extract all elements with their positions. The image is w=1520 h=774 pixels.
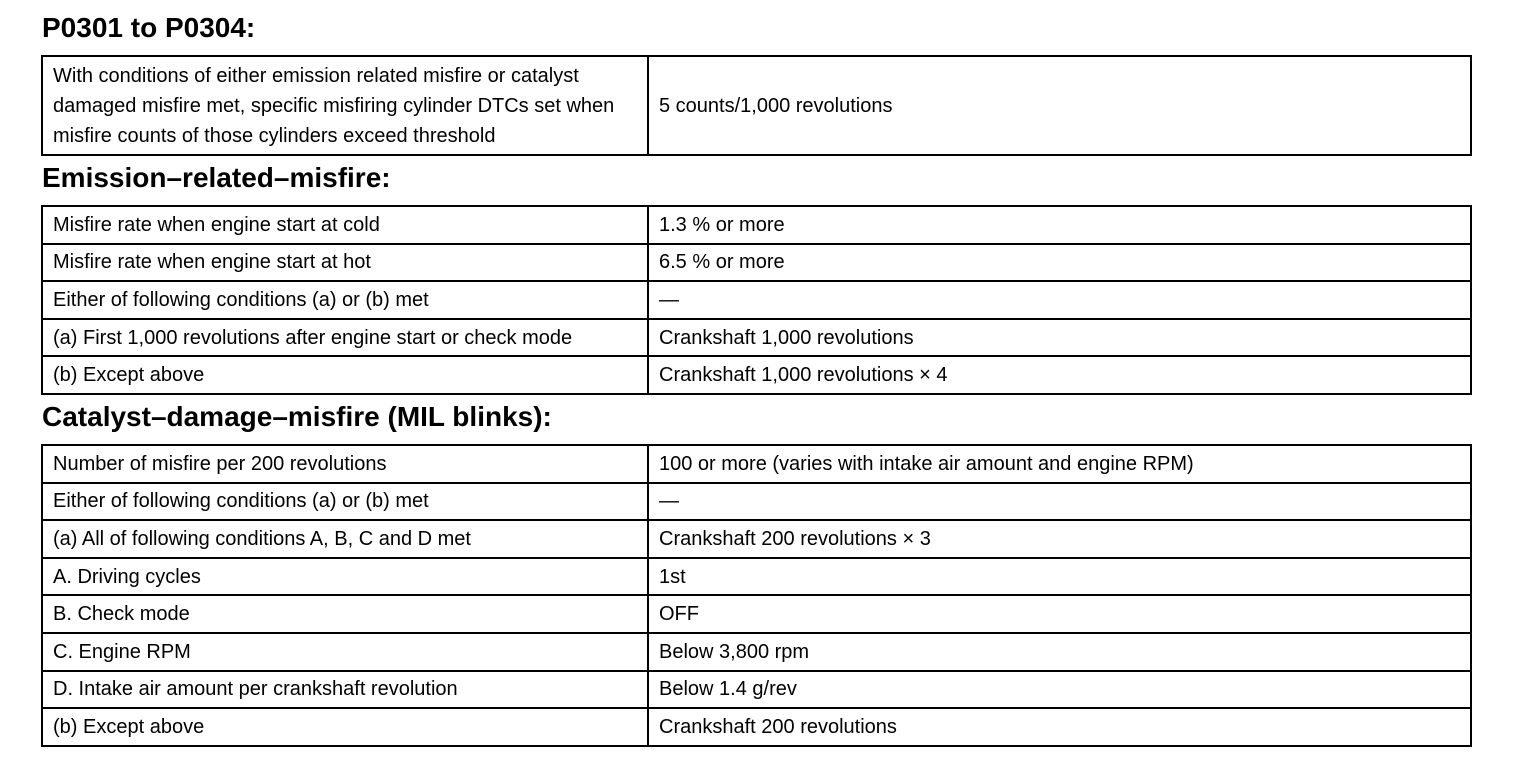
- table-row: [42, 319, 1471, 357]
- table-row: [42, 520, 1471, 558]
- condition-cell: (b) Except above: [42, 356, 648, 394]
- condition-cell: C. Engine RPM: [42, 633, 648, 671]
- condition-cell: D. Intake air amount per crankshaft revolution: [42, 671, 648, 709]
- value-cell: OFF: [648, 595, 1471, 633]
- condition-cell: (a) All of following conditions A, B, C and D met: [42, 520, 648, 558]
- value-cell: 1.3 % or more: [648, 206, 1471, 244]
- table-row: [42, 671, 1471, 709]
- emission-misfire-table: [41, 205, 1472, 395]
- value-cell: Below 1.4 g/rev: [648, 671, 1471, 709]
- value-cell: Crankshaft 200 revolutions × 3: [648, 520, 1471, 558]
- condition-cell: Either of following conditions (a) or (b) met: [42, 281, 648, 319]
- value-cell: 1st: [648, 558, 1471, 596]
- condition-cell: (b) Except above: [42, 708, 648, 746]
- table-row: [42, 445, 1471, 483]
- table-row: [42, 356, 1471, 394]
- dtc-threshold-table: [41, 55, 1472, 156]
- table-row: [42, 244, 1471, 282]
- value-cell: —: [648, 281, 1471, 319]
- table-row: [42, 281, 1471, 319]
- condition-cell: With conditions of either emission related misfire or catalyst damaged misfire met, specific misfiring cylinder DTCs set when misfire counts of those cylinders exceed threshold: [42, 56, 648, 155]
- condition-cell: B. Check mode: [42, 595, 648, 633]
- value-cell: 6.5 % or more: [648, 244, 1471, 282]
- value-cell: Crankshaft 1,000 revolutions: [648, 319, 1471, 357]
- table-row: [42, 708, 1471, 746]
- value-cell: Crankshaft 1,000 revolutions × 4: [648, 356, 1471, 394]
- condition-cell: Number of misfire per 200 revolutions: [42, 445, 648, 483]
- value-cell: 100 or more (varies with intake air amount and engine RPM): [648, 445, 1471, 483]
- table-row: [42, 206, 1471, 244]
- condition-cell: Misfire rate when engine start at cold: [42, 206, 648, 244]
- condition-cell: (a) First 1,000 revolutions after engine start or check mode: [42, 319, 648, 357]
- table-row: [42, 56, 1471, 155]
- condition-cell: Misfire rate when engine start at hot: [42, 244, 648, 282]
- table-row: [42, 595, 1471, 633]
- condition-cell: Either of following conditions (a) or (b) met: [42, 483, 648, 521]
- table-row: [42, 483, 1471, 521]
- value-cell: Crankshaft 200 revolutions: [648, 708, 1471, 746]
- condition-cell: A. Driving cycles: [42, 558, 648, 596]
- value-cell: Below 3,800 rpm: [648, 633, 1471, 671]
- section-heading-p0301-p0304: P0301 to P0304:: [42, 12, 256, 43]
- catalyst-misfire-table: [41, 444, 1472, 747]
- table-row: [42, 558, 1471, 596]
- value-cell: 5 counts/1,000 revolutions: [648, 56, 1471, 155]
- section-heading-emission-related-misfire: Emission–related–misfire:: [42, 162, 391, 193]
- value-cell: —: [648, 483, 1471, 521]
- section-heading-catalyst-damage-misfire: Catalyst–damage–misfire (MIL blinks):: [42, 401, 552, 432]
- table-row: [42, 633, 1471, 671]
